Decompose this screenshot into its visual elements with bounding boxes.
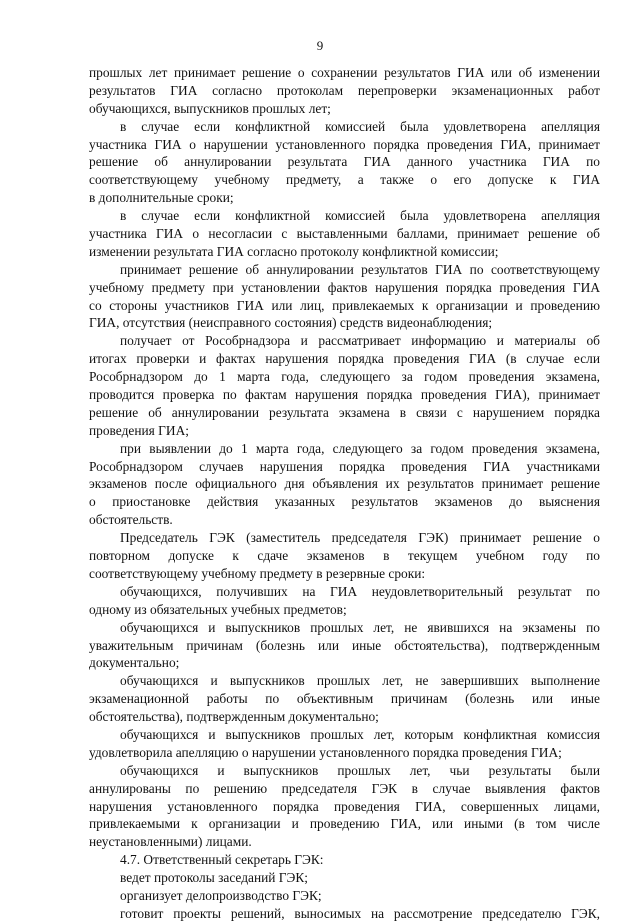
text-line: со стороны участников ГИА или лиц, привлекаемых к организации и проведению (89, 297, 600, 313)
text-line: обстоятельства), подтвержденным документально; (89, 709, 379, 725)
text-line: прошлых лет принимает решение о сохранении результатов ГИА или об изменении (89, 65, 600, 80)
text-line: нарушения установленного порядка проведения ГИА, совершенных лицами, (89, 798, 600, 814)
text-line: неустановленными) лицами. (89, 834, 252, 850)
text-line: обучающихся и выпускников прошлых лет, не завершивших выполнение (120, 673, 600, 689)
text-line: Председатель ГЭК (заместитель председателя ГЭК) принимает решение о (120, 530, 600, 546)
text-line: учебному предмету при установлении фактов нарушения порядка проведения ГИА (89, 279, 600, 295)
text-line: принимает решение об аннулировании результатов ГИА по соответствующему (120, 261, 600, 277)
text-line: соответствующему учебному предмету в резервные сроки: (89, 565, 426, 581)
text-line: обучающихся, выпускников прошлых лет; (89, 100, 331, 116)
text-line: обучающихся и выпускников прошлых лет, не явившихся на экзамены по (120, 619, 600, 635)
text-line: удовлетворила апелляцию о нарушении установленного порядка проведения ГИА; (89, 744, 562, 760)
text-line: о приостановке действия указанных результатов экзаменов до выяснения (89, 494, 600, 510)
text-line: участника ГИА о несогласии с выставленными баллами, принимает решение об (89, 226, 600, 242)
text-line: обучающихся, получивших на ГИА неудовлетворительный результат по (120, 583, 600, 599)
text-line: Рособрнадзором до 1 марта года, следующего за годом проведения экзамена, (89, 369, 600, 385)
text-line: обучающихся и выпускников прошлых лет, чьи результаты были (120, 762, 600, 778)
text-line: экзаменов после официального дня объявления их результатов принимает решение (89, 476, 600, 492)
text-line: в случае если конфликтной комиссией была удовлетворена апелляция (120, 118, 600, 134)
text-line: в случае если конфликтной комиссией была удовлетворена апелляция (120, 208, 600, 224)
text-line: при выявлении до 1 марта года, следующего за годом проведения экзамена, (120, 440, 600, 456)
document-body (89, 64, 600, 923)
text-line: обучающихся и выпускников прошлых лет, которым конфликтная комиссия (120, 726, 600, 742)
text-line: в дополнительные сроки; (89, 190, 234, 206)
text-line: документально; (89, 655, 180, 671)
text-line: итогах проверки и фактах нарушения порядка проведения ГИА (в случае если (89, 351, 600, 367)
text-line: Рособрнадзором случаев нарушения порядка проведения ГИА участниками (89, 458, 600, 474)
text-line: получает от Рособрнадзора и рассматривает информацию и материалы об (120, 333, 600, 349)
text-line: решение об аннулировании результата экзамена в связи с нарушением порядка (89, 404, 600, 420)
text-line: экзаменационной работы по объективным причинам (болезнь или иные (89, 691, 600, 707)
text-line: ГИА, отсутствия (неисправного состояния) средств видеонаблюдения; (89, 315, 493, 331)
text-line: обстоятельств. (89, 512, 173, 528)
text-line: организует делопроизводство ГЭК; (120, 887, 322, 903)
text-line: результатов ГИА согласно протоколам перепроверки экзаменационных работ (89, 82, 600, 98)
text-line: решение об аннулировании результата ГИА данного участника ГИА по (89, 154, 600, 170)
text-line: ведет протоколы заседаний ГЭК; (120, 870, 309, 886)
text-line: проводится проверка по фактам нарушения порядка проведения ГИА), принимает (89, 387, 600, 403)
text-line: 4.7. Ответственный секретарь ГЭК: (120, 852, 324, 868)
text-line: аннулированы по решению председателя ГЭК в случае выявления фактов (89, 780, 600, 796)
text-line: готовит проекты решений, выносимых на рассмотрение председателю ГЭК, (120, 905, 600, 921)
text-line: повторном допуске к сдаче экзаменов в текущем учебном году по (89, 548, 600, 564)
text-line: участника ГИА о нарушении установленного порядка проведения ГИА, принимает (89, 136, 600, 152)
text-line: привлекаемыми к организации и проведению ГИА, или иными (в том числе (89, 816, 600, 832)
text-line: изменении результата ГИА согласно протоколу конфликтной комиссии; (89, 243, 499, 259)
text-line: уважительным причинам (болезнь или иные обстоятельства), подтвержденным (89, 637, 600, 653)
text-line: соответствующему учебному предмету, а также о его допуске к ГИА (89, 172, 600, 188)
text-line: проведения ГИА; (89, 422, 189, 438)
page-number: 9 (316, 38, 324, 53)
text-line: одному из обязательных учебных предметов; (89, 601, 347, 617)
